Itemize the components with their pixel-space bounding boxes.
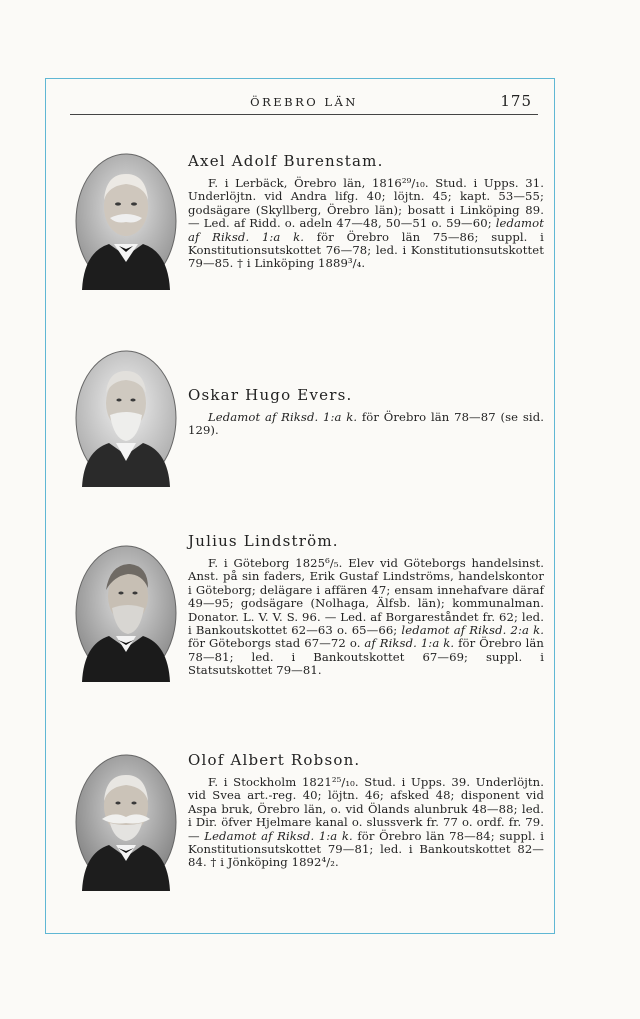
portrait-photo	[74, 544, 178, 682]
biography: F. i Göteborg 1825⁶/₅. Elev vid Göteborgs handelsinst. Anst. på sin faders, Erik Gustaf Lindströms, handelskontor i Göteborg; delägare i affären 47; ensam innehafvare däraf 49—95; godsägare (Nolhaga, Älfsb. län); kommunalman. Donator. L. V. V. S. 96. — Led. af Borgareståndet fr. 62; led. i Bankoutskottet 62—63 o. 65—66; ledamot af Riksd. 2:a k. för Göteborgs stad 67—72 o. af Riksd. 1:a k. för Örebro län 78—81; led. i Bankoutskottet 67—69; suppl. i Statsutskottet 79—81.	[188, 556, 544, 678]
header-rule	[70, 114, 538, 115]
portrait-photo	[74, 152, 178, 290]
entry-body	[188, 152, 544, 271]
biography: Ledamot af Riksd. 1:a k. för Örebro län 78—87 (se sid. 129).	[188, 410, 545, 438]
person-name: Olof Albert Robson.	[188, 751, 361, 769]
portrait-photo	[74, 349, 178, 487]
biography: F. i Stockholm 1821²⁵/₁₀. Stud. i Upps. 39. Underlöjtn. vid Svea art.-reg. 40; löjtn. 46; afsked 48; disponent vid Aspa bruk, Örebro län, o. vid Ölands alunbruk 48—88; led. i Dir. öfver Hjelmare kanal o. slussverk fr. 77 o. ordf. fr. 79. — Ledamot af Riksd. 1:a k. för Örebro län 78—84; suppl. i Konstitutionsutskottet 79—81; led. i Bankoutskottet 82—84. † i Jönköping 1892⁴/₂.	[188, 775, 544, 870]
biography: F. i Lerbäck, Örebro län, 1816²⁹/₁₀. Stud. i Upps. 31. Underlöjtn. vid Andra lifg. 40; löjtn. 45; kapt. 53—55; godsägare (Skyllberg, Örebro län); bosatt i Linköping 89. — Led. af Ridd. o. adeln 47—48, 50—51 o. 59—60; ledamot af Riksd. 1:a k. för Örebro län 75—86; suppl. i Konstitutionsutskottet 76—78; led. i Konstitutionsutskottet 79—85. † i Linköping 1889³/₄.	[188, 176, 544, 271]
page-number: 175	[500, 92, 532, 110]
entry-body	[188, 532, 544, 678]
portrait-photo	[74, 753, 178, 891]
person-name: Oskar Hugo Evers.	[188, 386, 353, 404]
running-head	[70, 93, 538, 115]
person-name: Axel Adolf Burenstam.	[188, 152, 384, 170]
entry-body	[188, 751, 544, 870]
running-head-title: ÖREBRO LÄN	[250, 95, 358, 109]
person-name: Julius Lindström.	[188, 532, 339, 550]
entry-body	[188, 386, 544, 438]
